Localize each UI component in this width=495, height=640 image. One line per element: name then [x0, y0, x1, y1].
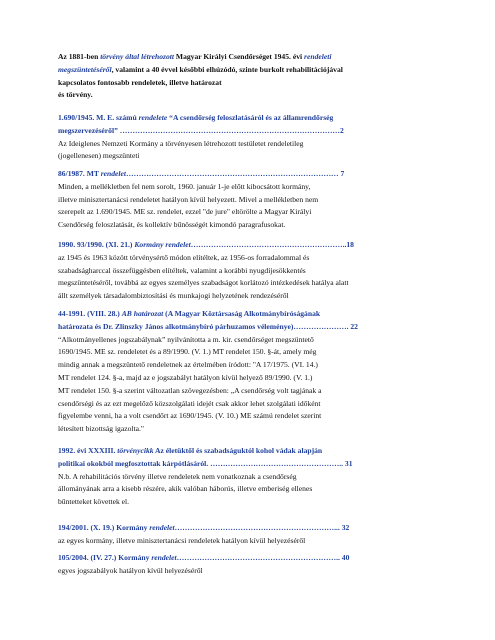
toc-entry [58, 308, 443, 436]
abolition-link[interactable]: megszüntetéséről [58, 64, 112, 74]
description-line: illetve minisztertanácsi rendeletet hatályon kívül helyezett. Mivel a mellékletben nem [58, 194, 319, 204]
description-line: szerepelt az 1.690/1945. ME sz. rendelet, ezzel "de jure" eltörölte a Magyar Királyi [58, 207, 312, 217]
entry-number: 44-1991. (VIII. 28.) [58, 309, 122, 318]
page-number: 40 [339, 553, 350, 562]
entry-heading[interactable] [58, 168, 443, 181]
intro-line-1 [58, 51, 443, 64]
intro-text: Az 1881-ben [58, 52, 101, 61]
entry-description [58, 565, 443, 578]
toc-entry [58, 239, 443, 303]
entry-title: határozata és Dr. Zlinszky János alkotmánybíró párhuzamos véleménye) [58, 321, 294, 331]
entry-title: Az életüktől és szabadságuktól kohol vádak alapján [153, 446, 323, 455]
entry-number: 86/1987. MT [58, 169, 101, 178]
heading-line-2 [58, 458, 443, 471]
description-line: egyes jogszabályok hatályon kívül helyezéséről [58, 565, 203, 575]
description-line: állományának arra a kisebb részére, akik valóban háborús, illetve emberiség ellenes [58, 484, 313, 494]
law-link[interactable]: törvény által létrehozott [100, 52, 175, 61]
entry-heading[interactable] [58, 552, 443, 565]
page-number: 31 [343, 458, 353, 468]
leader-dots: …………………. [293, 321, 349, 331]
heading-line-1 [58, 552, 443, 565]
entry-kind: AB határozat [121, 309, 164, 318]
entry-kind: rendelete [138, 113, 168, 122]
entry-description [58, 471, 443, 509]
description-line: Csendőrség feloszlatását, és kollektív bűnösségét kimondó paragrafusokat. [58, 220, 286, 230]
entry-number: 1990. 93/1990. (XI. 21.) [58, 240, 135, 249]
entry-kind: rendelet [100, 169, 126, 178]
description-line: létesített bizottság igazolta." [58, 424, 144, 434]
heading-line-2 [58, 321, 443, 334]
description-line: az egyes kormány, illetve minisztertanácsi rendeletek hatályon kívül helyezéséről [58, 535, 306, 545]
entry-number: 1992. évi XXXIII. [58, 446, 118, 455]
heading-line-1 [58, 522, 443, 535]
intro-paragraph [58, 51, 443, 102]
description-line: “Alkotmányellenes jogszabálynak” nyilvánította a m. kir. csendőrséget megszüntető [58, 334, 314, 344]
leader-dots: …………………………………………………….. [190, 240, 347, 249]
description-line: (jogellenesen) megszünteti [58, 151, 140, 161]
leader-dots: ………………………………………………………………………… [126, 169, 339, 178]
heading-line-2 [58, 125, 443, 138]
entry-kind: rendelet [151, 553, 177, 562]
page-number: 32 [339, 523, 350, 532]
entry-number: 194/2001. (X. 19.) Kormány [58, 523, 150, 532]
entry-title: “A csendőrség feloszlatásáról és az államrendőrség [167, 113, 334, 122]
description-line: szabadságharccal összefüggésben elítéltek, valamint a korábbi nyugdíjesökkentés [58, 265, 306, 275]
page-number: 18 [346, 240, 354, 249]
entry-kind: törvénycikk [117, 446, 154, 455]
description-line: Minden, a mellékletben fel nem sorolt, 1960. január 1-je előtt kibocsátott kormány, [58, 181, 311, 191]
heading-line-1 [58, 168, 443, 181]
page-number: 2 [340, 125, 344, 135]
description-line: figyelembe venni, ha a volt csendőrt az 1690/1945. (V. 10.) ME számú rendelet szerint [58, 411, 322, 421]
entry-description [58, 181, 443, 232]
heading-line-1 [58, 112, 443, 125]
leader-dots: …………………………………………….. [210, 458, 343, 468]
heading-line-1 [58, 308, 443, 321]
intro-text: Magyar Királyi Csendőrséget 1945. évi [174, 52, 305, 61]
entry-description [58, 535, 443, 548]
description-line: N.b. A rehabilitációs törvény illetve rendeletek nem vonatkoznak a csendőrség [58, 471, 297, 481]
decree-link[interactable]: rendeleti [304, 52, 332, 61]
description-line: megszüntetéséről, továbbá az egyes személyes szabadságot korlátozó intézkedések hatálya alatt [58, 278, 349, 288]
entry-title: megszervezéséről” [58, 125, 120, 135]
heading-line-1 [58, 239, 443, 252]
description-line: az 1945 és 1963 között törvénysértő módon elítéltek, az 1956-os forradalommal és [58, 252, 310, 262]
heading-line-1 [58, 445, 443, 458]
entry-heading[interactable] [58, 445, 443, 471]
leader-dots: ……………………………………………………….. [176, 553, 340, 562]
entry-kind: rendelet [149, 523, 175, 532]
entry-kind: Kormány rendelet [134, 240, 191, 249]
description-line: mindig annak a megszüntető rendeletnek az értelmében íródott: "A 17/1975. (VI. 14.) [58, 360, 318, 370]
toc-entry [58, 522, 443, 548]
leader-dots: ………………………………………………………... [174, 523, 340, 532]
description-line: MT rendelet 150. §-a szerint változatlan szövegezésben: „A csendőrség volt tagjának a [58, 385, 322, 395]
entry-description [58, 138, 443, 164]
description-line: Az Ideiglenes Nemzeti Kormány a törvényesen létrehozott testületet rendeletileg [58, 138, 304, 148]
description-line: állt személyek társadalombiztosítási és munkajogi helyzetének rendezéséről [58, 291, 289, 301]
intro-line-3: kapcsolatos fontosabb rendeletek, illetve határozat [58, 77, 222, 87]
intro-line-4: és törvény. [58, 90, 93, 100]
toc-entry [58, 552, 443, 578]
page-number: 7 [338, 169, 345, 178]
entry-number: 105/2004. (IV. 27.) Kormány [58, 553, 152, 562]
entry-heading[interactable] [58, 112, 443, 138]
entry-description [58, 334, 443, 436]
toc-entry [58, 112, 443, 163]
entry-heading[interactable] [58, 239, 443, 252]
entry-title: (A Magyar Köztársaság Alkotmánybíróságának [163, 309, 321, 318]
entry-heading[interactable] [58, 308, 443, 334]
entry-description [58, 252, 443, 303]
intro-line-2 [58, 64, 443, 77]
leader-dots: …………………………………………………………………………… [119, 125, 340, 135]
description-line: csendőrségi és az ezt megelőző közszolgálati idejét csak akkor lehet szolgálati időként [58, 398, 321, 408]
description-line: bűntetteket követtek el. [58, 497, 130, 507]
toc-entry [58, 168, 443, 232]
intro-text: , valamint a 40 évvel későbbi elhúzódó, szinte burkolt rehabilitációjával [111, 64, 343, 74]
entry-number: 1.690/1945. M. E. számú [58, 113, 139, 122]
page-number: 22 [348, 321, 358, 331]
entry-heading[interactable] [58, 522, 443, 535]
entry-title: politikai okokból megfosztottak kárpótlásáról. [58, 458, 211, 468]
description-line: 1690/1945. ME sz. rendeletet és a 89/1990. (V. 1.) MT rendelet 150. §-át, amely még [58, 347, 317, 357]
description-line: MT rendelet 124. §-a, majd az e jogszabályt hatályon kívül helyező 89/1990. (V. 1.) [58, 372, 313, 382]
toc-entry [58, 445, 443, 509]
